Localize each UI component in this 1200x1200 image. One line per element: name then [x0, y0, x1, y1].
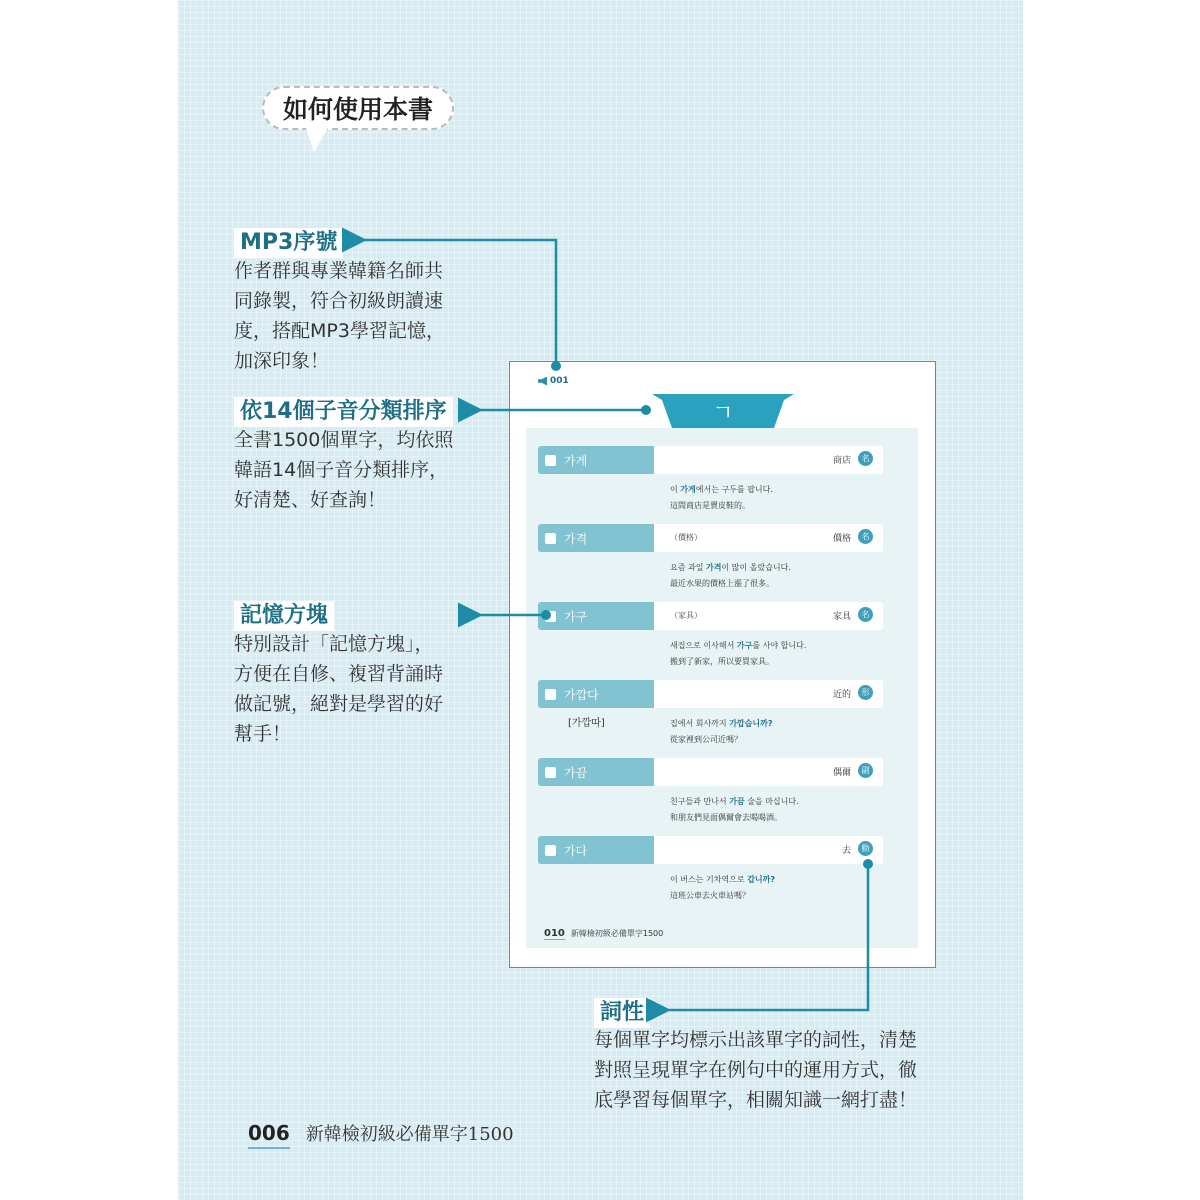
pos-badge: 動: [858, 841, 873, 856]
memory-checkbox[interactable]: [545, 533, 556, 544]
section-heading-memory-box: 記憶方塊: [234, 601, 334, 631]
memory-checkbox[interactable]: [545, 767, 556, 778]
section-desc-mp3: 作者群與專業韓籍名師共 同錄製，符合初級朗讀速 度，搭配MP3學習記憶， 加深印象！: [234, 260, 445, 372]
sample-footer: 010 新韓檢初級必備單字1500: [544, 928, 664, 939]
mp3-track-label: 001: [538, 376, 569, 386]
section-heading-consonant: 依14個子音分類排序: [234, 397, 453, 427]
section-desc-pos: 每個單字均標示出該單字的詞性，清楚 對照呈現單字在例句中的運用方式，徹 底學習每個單字，相關知識一網打盡！: [594, 1029, 918, 1111]
pos-badge: 名: [858, 607, 873, 622]
section-desc-consonant: 全書1500個單字，均依照 韓語14個子音分類排序， 好清楚、好查詢！: [234, 429, 454, 511]
sample-page: 001 ㄱ 가게 商店 名 이 가게에서는 구두를 팝니다. 這間商店是賣皮鞋的。 가격 （價格） 價格 名 요즘 과일 가격이 많이 올랐습니다. 最近水果的價格上漲了很多。 가구 （家具） 家具 名 새집으로 이사해서 가구를 사야 합니다. 搬到了新家，所以要買家具。 가깝다 近的 形 [가깝따] 집에서 회사까지 가깝습니까? 從家裡到公司近嗎？ 가끔 偶爾 副 친구들과 만나서 가끔 술을 마십니다. 和朋友們見面偶爾會去喝喝酒。 가다 去 動 이 버스는 기차역으로 갑니까? 這班公車去火車站嗎？ 010 新韓檢初級必備單字1500: [509, 361, 936, 968]
consonant-tab: [652, 394, 794, 428]
memory-checkbox[interactable]: [545, 611, 556, 622]
consonant-label: ㄱ: [712, 401, 734, 426]
pos-badge: 名: [858, 451, 873, 466]
section-desc-memory-box: 特別設計「記憶方塊」， 方便在自修、複習背誦時 做記號，絕對是學習的好 幫手！: [234, 633, 444, 745]
memory-checkbox[interactable]: [545, 845, 556, 856]
page-footer: [248, 1120, 514, 1149]
speaker-icon: [538, 377, 547, 386]
section-heading-mp3: MP3序號: [234, 228, 343, 258]
pos-badge: 名: [858, 529, 873, 544]
memory-checkbox[interactable]: [545, 455, 556, 466]
page-title: 如何使用本書: [262, 86, 454, 130]
pos-badge: 副: [858, 763, 873, 778]
section-heading-pos: 詞性: [594, 998, 650, 1028]
page-number: 006: [248, 1121, 290, 1149]
memory-checkbox[interactable]: [545, 689, 556, 700]
speech-bubble-tail: [306, 128, 328, 152]
pos-badge: 形: [858, 685, 873, 700]
book-title: 新韓檢初級必備單字1500: [305, 1124, 514, 1145]
